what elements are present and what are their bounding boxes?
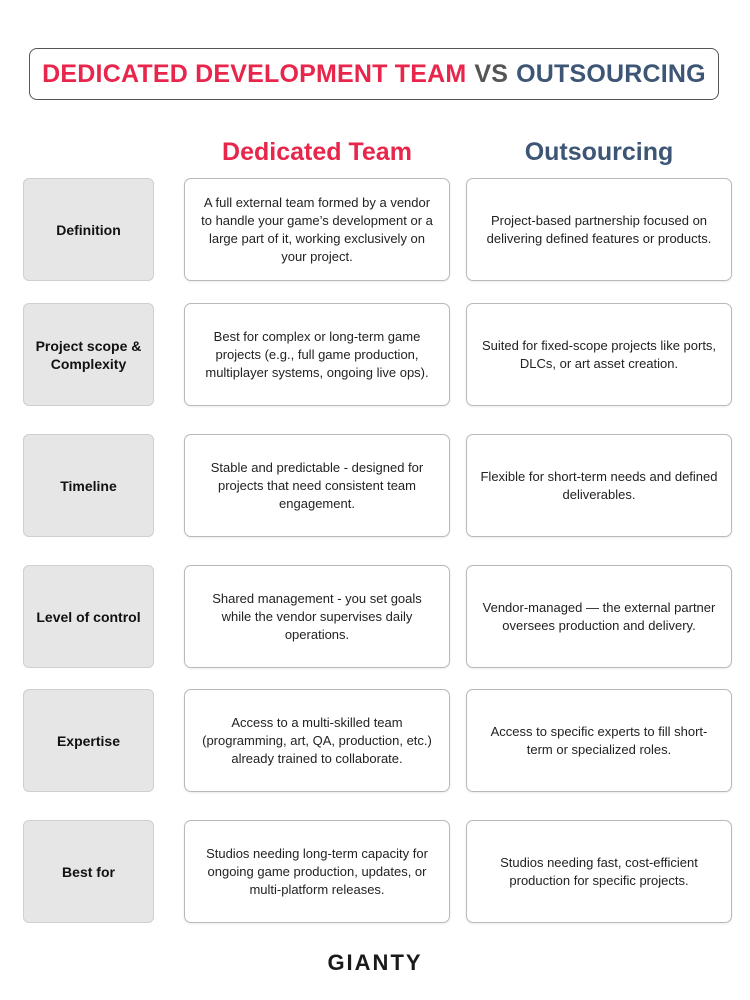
row-label: Expertise	[23, 689, 154, 792]
outsourcing-cell: Suited for fixed-scope projects like ports, DLCs, or art asset creation.	[466, 303, 732, 406]
comparison-row-best-for	[0, 820, 750, 926]
row-label: Project scope & Complexity	[23, 303, 154, 406]
row-label: Definition	[23, 178, 154, 281]
dedicated-cell: Access to a multi-skilled team (programming, art, QA, production, etc.) already trained to collaborate.	[184, 689, 450, 792]
comparison-row-definition	[0, 178, 750, 284]
dedicated-cell: Stable and predictable - designed for projects that need consistent team engagement.	[184, 434, 450, 537]
title-outsourcing: OUTSOURCING	[516, 59, 706, 88]
title-box	[29, 48, 719, 100]
dedicated-cell: Shared management - you set goals while the vendor supervises daily operations.	[184, 565, 450, 668]
comparison-row-expertise	[0, 689, 750, 795]
column-header-outsourcing: Outsourcing	[524, 138, 674, 166]
dedicated-cell: Studios needing long-term capacity for ongoing game production, updates, or multi-platform releases.	[184, 820, 450, 923]
row-label: Level of control	[23, 565, 154, 668]
outsourcing-cell: Access to specific experts to fill short-term or specialized roles.	[466, 689, 732, 792]
row-label: Timeline	[23, 434, 154, 537]
comparison-row-control	[0, 565, 750, 671]
row-label: Best for	[23, 820, 154, 923]
comparison-row-timeline	[0, 434, 750, 540]
outsourcing-cell: Project-based partnership focused on delivering defined features or products.	[466, 178, 732, 281]
column-header-dedicated: Dedicated Team	[222, 138, 412, 166]
title-dedicated: DEDICATED DEVELOPMENT TEAM	[42, 59, 467, 88]
outsourcing-cell: Flexible for short-term needs and defined deliverables.	[466, 434, 732, 537]
title-vs: VS	[474, 59, 509, 88]
comparison-row-scope	[0, 303, 750, 409]
dedicated-cell: A full external team formed by a vendor to handle your game’s development or a large part of it, working exclusively on your project.	[184, 178, 450, 281]
gianty-logo: GIANTY	[327, 950, 423, 975]
dedicated-cell: Best for complex or long-term game projects (e.g., full game production, multiplayer systems, ongoing live ops).	[184, 303, 450, 406]
outsourcing-cell: Studios needing fast, cost-efficient production for specific projects.	[466, 820, 732, 923]
outsourcing-cell: Vendor-managed — the external partner oversees production and delivery.	[466, 565, 732, 668]
